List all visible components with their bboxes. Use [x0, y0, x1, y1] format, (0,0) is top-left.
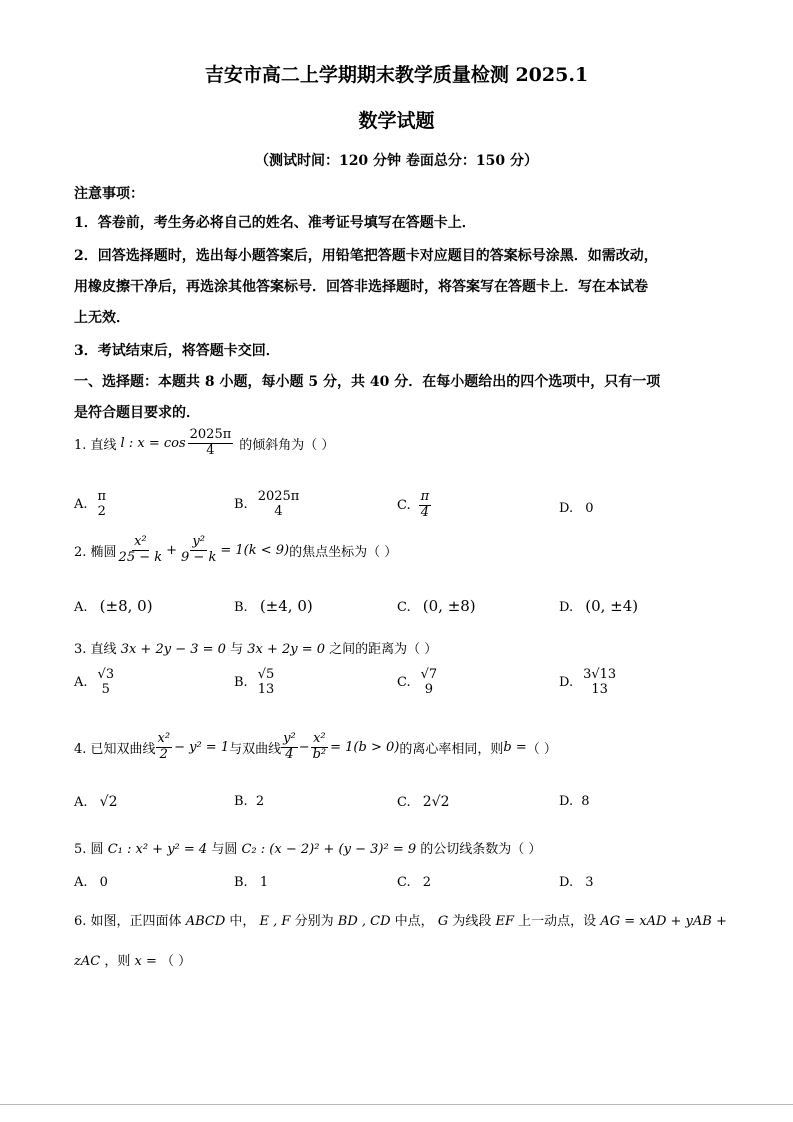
q6-x-equals: x =: [134, 954, 157, 969]
q6-segments-bd-cd: BD , CD: [337, 914, 391, 929]
q1-option-a: [74, 490, 108, 520]
q4-d-value: 8: [581, 794, 590, 809]
q1-equation-lhs: l : x = cos: [120, 435, 186, 451]
q2-equation-rest: = 1(k < 9): [220, 542, 290, 558]
q4-c-label: C.: [397, 795, 411, 810]
q5-option-a: [74, 875, 108, 890]
q3-a-fraction: [96, 668, 117, 698]
notice-item-1: 1．答卷前，考生务必将自己的姓名、准考证号填写在答题卡上．: [74, 215, 476, 231]
q3-connector: 与: [230, 642, 244, 657]
q4-h1-rest: − y² = 1: [174, 739, 230, 755]
q2-d-label: D.: [559, 600, 574, 615]
q3-a-label: A.: [74, 675, 88, 691]
q2-fraction-2: [179, 535, 218, 566]
q5-d-label: D.: [559, 875, 574, 890]
q4-c-value: 2√2: [422, 794, 450, 810]
q5-a-label: A.: [74, 875, 88, 890]
q2-option-b: [234, 597, 313, 615]
q3-d-num: 3√13: [583, 667, 617, 682]
q5-d-value: 3: [585, 875, 594, 890]
q6-segment-ef: EF: [495, 914, 515, 929]
q4-h1-fraction: [156, 732, 173, 763]
q2-fraction-1: [117, 535, 165, 566]
q2-a-value: (±8, 0): [99, 597, 153, 615]
q5-c-value: 2: [422, 875, 432, 890]
q3-b-label: B.: [234, 675, 248, 691]
q5-c-label: C.: [397, 875, 411, 890]
q1-a-fraction: [96, 490, 109, 520]
q4-h2-rest: = 1(b > 0): [330, 739, 400, 755]
page-bottom-divider: [0, 1104, 793, 1105]
q6-point-g: G: [437, 914, 449, 929]
q4-h2b-den: b²: [312, 746, 327, 762]
question-4: [74, 732, 557, 763]
q6-vector-zac: zAC: [74, 954, 101, 969]
q4-a-label: A.: [74, 795, 88, 810]
q3-d-fraction: [581, 668, 618, 698]
page-subtitle: 数学试题: [358, 110, 435, 132]
q1-suffix: 的倾斜角为（ ）: [239, 437, 335, 453]
section-1-line-2: 是符合题目要求的．: [74, 405, 200, 421]
section-1-line-1: 一、选择题：本题共 8 小题，每小题 5 分，共 40 分．在每小题给出的四个选项中，只有一项: [74, 374, 661, 390]
q6-text-4: 为线段: [452, 914, 492, 929]
q3-prefix: 3. 直线: [74, 642, 117, 657]
question-3: [74, 638, 437, 657]
q4-option-c: [397, 794, 450, 810]
q1-equation-fraction: [188, 428, 234, 459]
q6-text-2: 分别为: [294, 914, 334, 929]
q1-a-den: 2: [97, 503, 106, 519]
q3-option-a: [74, 668, 116, 698]
q2-option-c: [397, 597, 476, 615]
q3-option-b: [234, 668, 276, 698]
q6-text-3: 中点，: [394, 914, 434, 929]
q4-b-equals: b =: [503, 739, 527, 755]
q3-c-num: √7: [420, 667, 438, 682]
q1-b-fraction: [256, 490, 302, 520]
question-5: [74, 838, 541, 857]
q4-suffix: 的离心率相同，则: [399, 741, 504, 757]
q1-b-label: B.: [234, 497, 248, 513]
q4-prefix: 4. 已知双曲线: [74, 741, 156, 757]
q6-paren: （ ）: [160, 954, 192, 969]
q3-a-num: √3: [97, 667, 115, 682]
q3-c-fraction: [419, 668, 440, 698]
q1-b-num: 2025π: [257, 489, 300, 504]
q3-line-2: 3x + 2y = 0: [247, 642, 326, 657]
q2-c-label: C.: [397, 600, 411, 615]
page-title: 吉安市高二上学期期末教学质量检测 2025.1: [204, 64, 589, 86]
q4-h1-den: 2: [159, 746, 168, 762]
q3-b-fraction: [256, 668, 277, 698]
q6-prefix: 6. 如图，正四面体: [74, 914, 182, 929]
q5-b-value: 1: [259, 875, 269, 890]
q5-b-label: B.: [234, 875, 248, 890]
q2-f2-num: y²: [192, 534, 205, 549]
q4-h2a-fraction: [281, 732, 298, 763]
q3-b-den: 13: [257, 681, 275, 697]
q4-h2b-fraction: [311, 732, 329, 763]
q2-f1-num: x²: [134, 534, 147, 549]
q2-option-a: [74, 597, 153, 615]
q4-b-label: B.: [234, 794, 248, 809]
q2-d-value: (0, ±4): [585, 597, 639, 615]
q2-f1-den: 25 − k: [118, 549, 163, 565]
q1-a-num: π: [97, 489, 107, 504]
q5-option-c: [397, 875, 431, 890]
notice-item-2-line-2: 用橡皮擦干净后，再选涂其他答案标号．回答非选择题时，将答案写在答题卡上．写在本试卷: [74, 279, 648, 295]
question-1: [74, 428, 334, 459]
notice-item-2-line-1: 2．回答选择题时，选出每小题答案后，用铅笔把答题卡对应题目的答案标号涂黑．如需改动，: [74, 248, 658, 264]
q1-c-num: π: [420, 489, 430, 504]
q2-plus: +: [166, 542, 178, 558]
q4-option-d: [559, 794, 590, 809]
q5-prefix: 5. 圆: [74, 842, 104, 857]
q1-eq-denominator: 4: [206, 442, 215, 458]
q4-paren: （ ）: [526, 741, 557, 757]
q6-text-1: 中，: [229, 914, 256, 929]
q1-a-label: A.: [74, 497, 88, 513]
q4-d-label: D.: [559, 794, 574, 809]
q6-text-6: ，则: [104, 954, 131, 969]
q4-h2a-num: y²: [283, 731, 296, 746]
q3-d-den: 13: [591, 681, 608, 697]
q4-h2a-den: 4: [285, 746, 294, 762]
q2-prefix: 2. 椭圆: [74, 544, 117, 560]
q4-h2b-num: x²: [313, 731, 326, 746]
notice-heading: 注意事项：: [74, 186, 144, 202]
q1-d-label: D.: [559, 501, 574, 516]
q5-circle-1: C₁ : x² + y² = 4: [107, 842, 208, 857]
q4-b-value: 2: [255, 794, 265, 809]
q4-connector: 与双曲线: [229, 741, 282, 757]
q4-minus: −: [298, 739, 310, 755]
q3-suffix: 之间的距离为（ ）: [329, 642, 438, 657]
q2-b-label: B.: [234, 600, 248, 615]
q1-d-value: 0: [585, 501, 594, 516]
question-6-line-1: [74, 910, 727, 929]
q1-c-fraction: [419, 490, 432, 521]
q6-vector-equation: AG = xAD + yAB +: [600, 914, 727, 929]
q4-h1-num: x²: [157, 731, 171, 746]
q4-option-b: [234, 794, 264, 809]
q1-option-d: [559, 501, 594, 516]
q5-connector: 与圆: [211, 842, 238, 857]
q3-option-c: [397, 668, 439, 698]
q2-suffix: 的焦点坐标为（ ）: [289, 544, 398, 560]
q4-option-a: [74, 794, 118, 810]
notice-item-2-line-3: 上无效．: [74, 310, 130, 326]
q5-option-b: [234, 875, 268, 890]
q2-option-d: [559, 597, 638, 615]
q1-eq-numerator: 2025π: [189, 427, 232, 442]
q5-suffix: 的公切线条数为（ ）: [420, 842, 542, 857]
q5-circle-2: C₂ : (x − 2)² + (y − 3)² = 9: [241, 842, 417, 857]
q6-text-5: 上一动点，设: [518, 914, 597, 929]
q5-a-value: 0: [99, 875, 108, 890]
question-6-line-2: [74, 950, 191, 969]
question-2: [74, 535, 397, 566]
notice-item-3: 3．考试结束后，将答题卡交回．: [74, 343, 280, 359]
q6-tetrahedron: ABCD: [185, 914, 226, 929]
q1-option-b: [234, 490, 301, 520]
q3-a-den: 5: [101, 681, 110, 697]
q2-c-value: (0, ±8): [422, 597, 476, 615]
q1-prefix: 1. 直线: [74, 437, 117, 453]
q3-c-label: C.: [397, 675, 411, 691]
q3-d-label: D.: [559, 675, 574, 691]
q3-option-d: [559, 668, 618, 698]
q5-option-d: [559, 875, 594, 890]
q3-c-den: 9: [424, 681, 434, 697]
q2-a-label: A.: [74, 600, 88, 615]
q4-a-value: √2: [99, 794, 118, 810]
q1-c-den: 4: [420, 504, 430, 520]
q6-points-ef: E , F: [259, 914, 291, 929]
q1-c-label: C.: [397, 497, 411, 513]
q1-option-c: [397, 490, 431, 521]
exam-time-info: （测试时间：120 分钟 卷面总分：150 分）: [254, 153, 539, 169]
q3-line-1: 3x + 2y − 3 = 0: [120, 642, 226, 657]
q2-b-value: (±4, 0): [259, 597, 313, 615]
q3-b-num: √5: [257, 667, 275, 682]
q1-b-den: 4: [274, 503, 283, 519]
q2-f2-den: 9 − k: [181, 549, 217, 565]
